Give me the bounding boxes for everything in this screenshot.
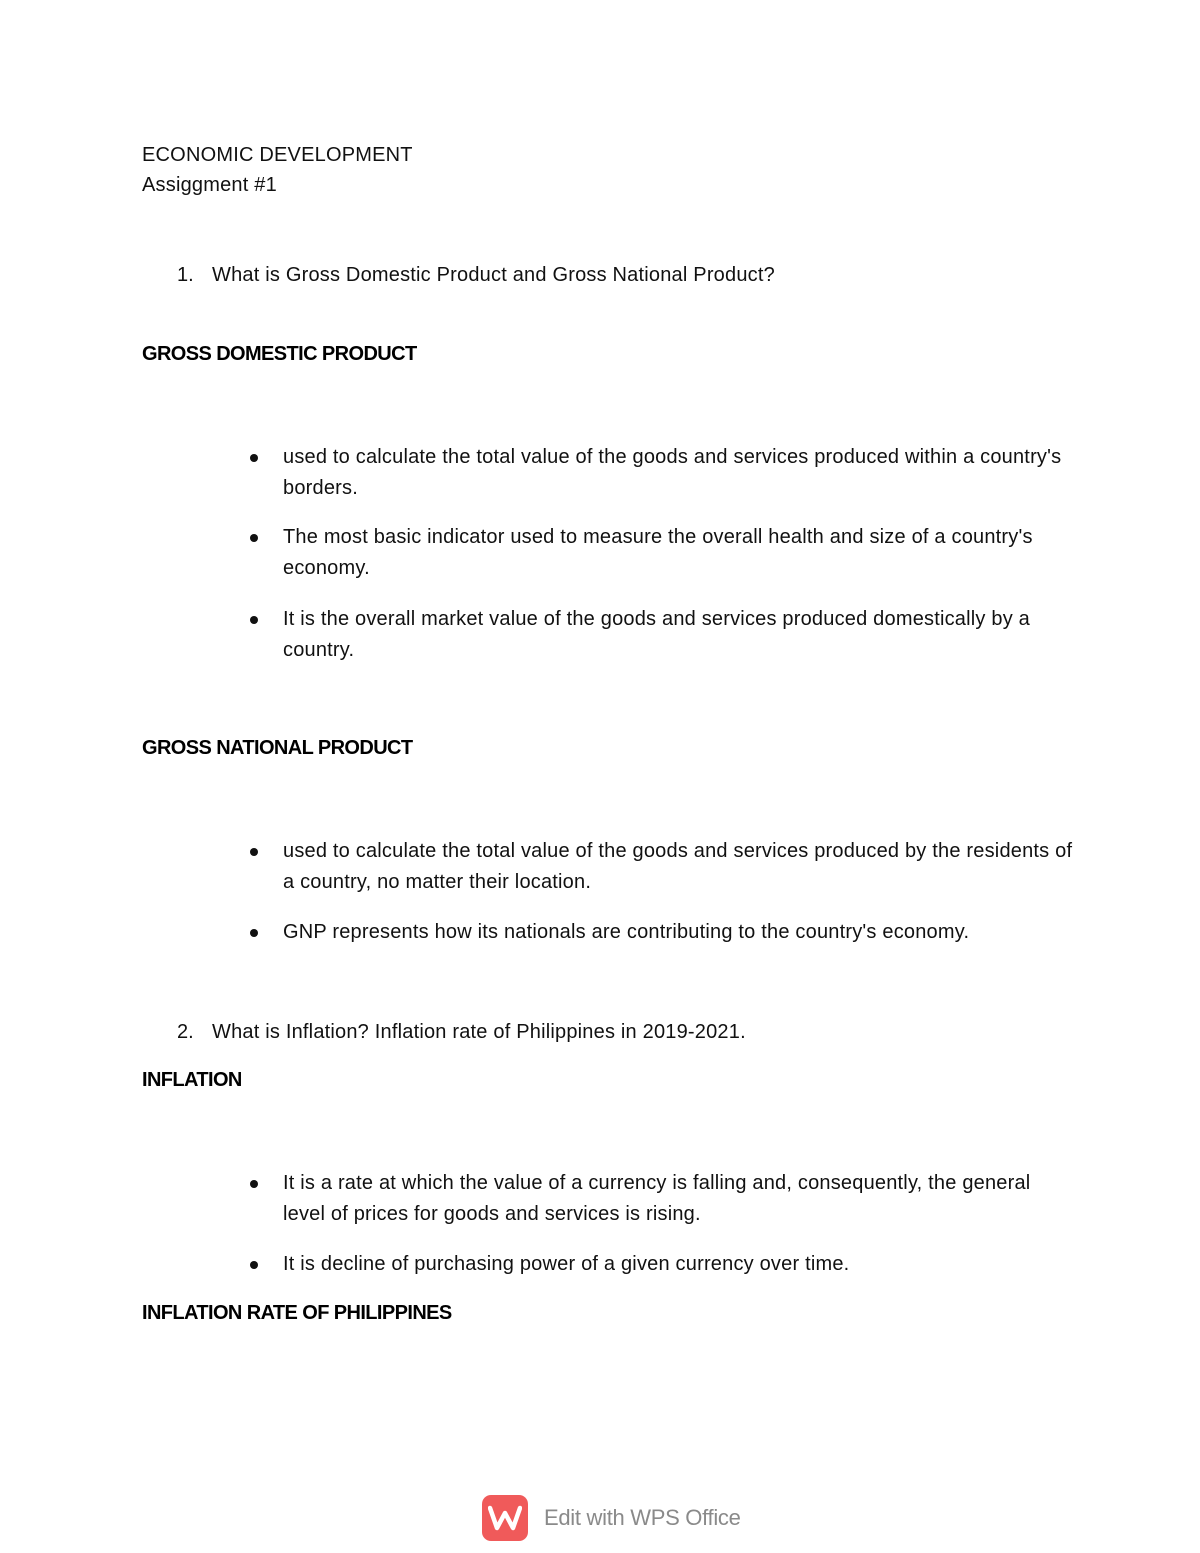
list-item: used to calculate the total value of the goods and services produced within a country's borders. xyxy=(283,446,1062,499)
bullet-dot xyxy=(250,454,258,462)
list-item: The most basic indicator used to measure the overall health and size of a country's economy. xyxy=(283,526,1033,579)
bullet-dot xyxy=(250,1180,258,1188)
list-item: used to calculate the total value of the goods and services produced by the residents of a country, no matter their location. xyxy=(283,840,1073,893)
question-number: 1. xyxy=(177,264,194,286)
list-item: It is decline of purchasing power of a given currency over time. xyxy=(283,1253,850,1275)
bullet-dot xyxy=(250,534,258,542)
section-heading-gnp: GROSS NATIONAL PRODUCT xyxy=(142,737,413,759)
list-item: It is the overall market value of the goods and services produced domestically by a country. xyxy=(283,608,1030,661)
section-heading-inflation: INFLATION xyxy=(142,1069,242,1091)
section-heading-inflation-rate: INFLATION RATE OF PHILIPPINES xyxy=(142,1302,452,1324)
question-number: 2. xyxy=(177,1021,194,1043)
question-text: What is Gross Domestic Product and Gross National Product? xyxy=(212,264,775,286)
document-title: ECONOMIC DEVELOPMENT xyxy=(142,144,413,166)
bullet-dot xyxy=(250,616,258,624)
list-item: GNP represents how its nationals are contributing to the country's economy. xyxy=(283,921,970,943)
bullet-dot xyxy=(250,1261,258,1269)
edit-with-wps-label: Edit with WPS Office xyxy=(544,1505,741,1530)
wps-w-icon xyxy=(482,1495,528,1541)
edit-with-wps-button[interactable] xyxy=(482,1495,741,1541)
assignment-label: Assiggment #1 xyxy=(142,174,277,196)
list-item: It is a rate at which the value of a currency is falling and, consequently, the general level of prices for goods and services is rising. xyxy=(283,1172,1031,1225)
bullet-dot xyxy=(250,929,258,937)
section-heading-gdp: GROSS DOMESTIC PRODUCT xyxy=(142,343,417,365)
bullet-dot xyxy=(250,848,258,856)
question-text: What is Inflation? Inflation rate of Philippines in 2019-2021. xyxy=(212,1021,746,1043)
